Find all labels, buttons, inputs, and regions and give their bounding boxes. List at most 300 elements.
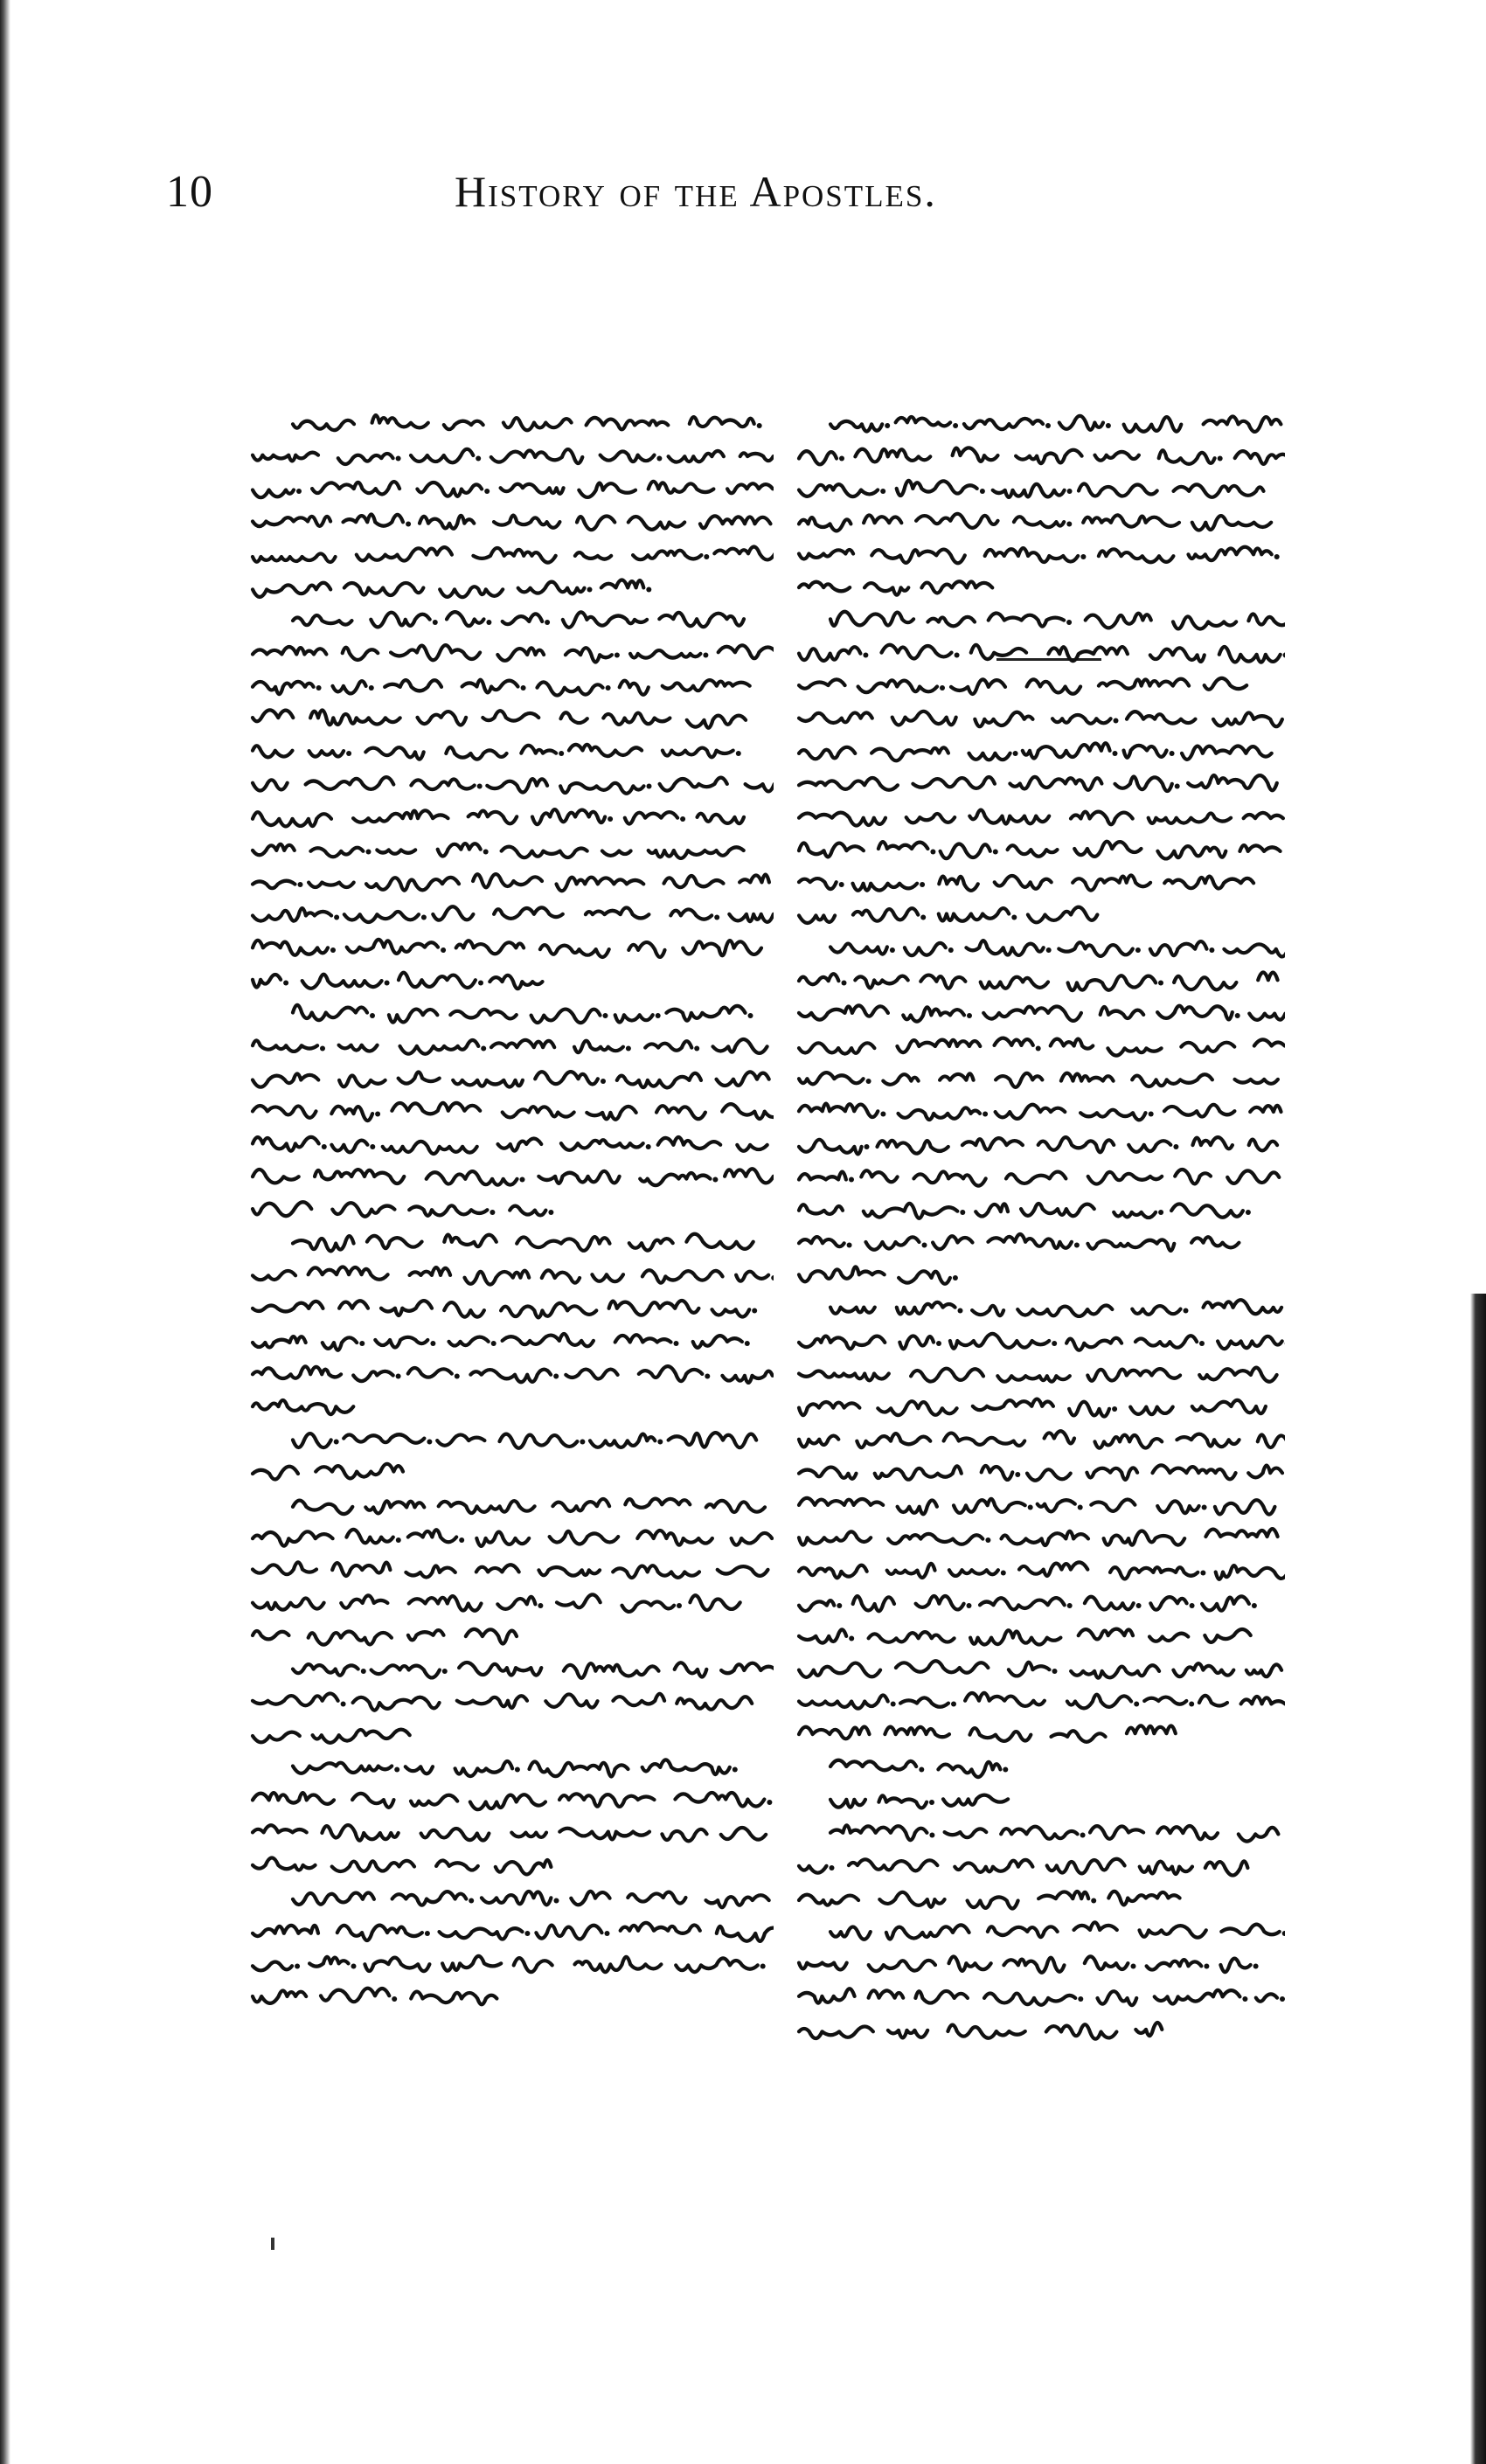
shorthand-word — [1227, 1170, 1279, 1183]
shorthand-word — [686, 1234, 753, 1249]
shorthand-word — [712, 1309, 750, 1316]
shorthand-word — [1128, 1141, 1170, 1152]
shorthand-word — [561, 712, 587, 723]
shorthand-dot — [1045, 423, 1051, 428]
stray-mark — [271, 2238, 274, 2250]
shorthand-word — [436, 1861, 478, 1871]
shorthand-dot — [1189, 1702, 1194, 1707]
shorthand-word — [966, 940, 1043, 955]
shorthand-dot — [1200, 1571, 1205, 1576]
shorthand-word — [601, 580, 644, 588]
shorthand-word — [940, 1073, 974, 1079]
shorthand-dot — [745, 1341, 750, 1346]
shorthand-word — [996, 1073, 1042, 1087]
shorthand-word — [869, 1632, 955, 1642]
shorthand-dot — [524, 1931, 530, 1936]
shorthand-word — [981, 977, 1048, 989]
shorthand-word — [972, 1306, 1003, 1315]
shorthand-word — [1009, 1662, 1050, 1676]
shorthand-word — [352, 1794, 393, 1808]
shorthand-word — [927, 617, 975, 626]
shorthand-word — [341, 1595, 387, 1607]
shorthand-word — [799, 1989, 855, 2002]
shorthand-word — [253, 1990, 306, 2002]
shorthand-word — [1019, 1562, 1087, 1576]
shorthand-word — [799, 550, 853, 559]
shorthand-word — [799, 1629, 846, 1642]
shorthand-dot — [980, 489, 985, 494]
shorthand-word — [980, 1598, 1065, 1609]
shorthand-word — [965, 1693, 1045, 1706]
shorthand-word — [622, 1601, 675, 1612]
left-column-shorthand-glyphs — [249, 402, 774, 2238]
shorthand-word — [969, 753, 1010, 760]
shorthand-word — [976, 1204, 1008, 1216]
shorthand-word — [915, 1991, 968, 2003]
shorthand-word — [1140, 1926, 1206, 1938]
shorthand-dot — [1003, 1767, 1008, 1773]
shorthand-word — [309, 883, 354, 887]
shorthand-word — [417, 482, 482, 496]
shorthand-word — [253, 1562, 316, 1574]
shorthand-dot — [394, 1767, 399, 1773]
shorthand-word — [1192, 1400, 1266, 1413]
shorthand-word — [586, 907, 649, 918]
shorthand-word — [1124, 417, 1182, 432]
shorthand-word — [1127, 711, 1196, 724]
shorthand-dot — [430, 1341, 435, 1346]
shorthand-word — [253, 908, 331, 921]
shorthand-word — [293, 1664, 358, 1676]
shorthand-word — [411, 1795, 457, 1806]
shorthand-word — [338, 454, 393, 464]
shorthand-word — [487, 779, 547, 792]
shorthand-word — [501, 484, 564, 494]
shorthand-word — [706, 1895, 769, 1907]
shorthand-word — [732, 1533, 772, 1545]
shorthand-word — [293, 1763, 392, 1773]
shorthand-dot — [608, 816, 613, 822]
shorthand-word — [446, 747, 506, 760]
shorthand-word — [899, 1271, 950, 1284]
shorthand-word — [1101, 1007, 1144, 1018]
shorthand-word — [669, 451, 724, 462]
shorthand-word — [310, 848, 363, 857]
shorthand-dot — [922, 1243, 927, 1248]
shorthand-word — [706, 1501, 765, 1512]
shorthand-word — [1216, 1565, 1285, 1579]
shorthand-word — [717, 1926, 774, 1941]
shorthand-dot — [334, 1440, 339, 1445]
shorthand-word — [871, 550, 965, 564]
shorthand-word — [949, 1956, 991, 1970]
shorthand-word — [1067, 1695, 1131, 1709]
shorthand-word — [968, 1897, 1018, 1908]
shorthand-word — [1239, 1828, 1279, 1842]
shorthand-word — [865, 583, 908, 595]
shorthand-word — [1192, 516, 1271, 530]
shorthand-word — [331, 1107, 372, 1121]
shorthand-word — [491, 449, 583, 463]
shorthand-word — [590, 1434, 655, 1447]
shorthand-word — [427, 1171, 517, 1185]
shorthand-word — [490, 975, 542, 989]
page-number: 10 — [166, 167, 213, 217]
shorthand-word — [437, 1434, 484, 1445]
shorthand-word — [670, 909, 712, 919]
shorthand-dot — [425, 1931, 430, 1936]
shorthand-dot — [478, 981, 483, 986]
shorthand-word — [602, 851, 631, 856]
shorthand-dot — [767, 1800, 772, 1805]
shorthand-dot — [406, 522, 411, 527]
shorthand-word — [642, 1270, 723, 1282]
shorthand-word — [1085, 1956, 1128, 1969]
shorthand-word — [253, 1467, 298, 1480]
shorthand-word — [1114, 1212, 1156, 1218]
shorthand-word — [253, 1170, 299, 1183]
shorthand-word — [897, 1302, 955, 1315]
shorthand-word — [293, 1005, 367, 1020]
shorthand-word — [1250, 1106, 1281, 1112]
shorthand-word — [663, 680, 750, 691]
shorthand-word — [502, 847, 587, 858]
shorthand-word — [1071, 1665, 1159, 1677]
shorthand-word — [365, 747, 423, 760]
shorthand-word — [1069, 1402, 1109, 1417]
shorthand-word — [518, 582, 585, 594]
shorthand-word — [1173, 616, 1236, 628]
shorthand-word — [456, 940, 524, 954]
shorthand-dot — [469, 1898, 474, 1904]
shorthand-word — [677, 1697, 752, 1709]
shorthand-dot — [1011, 915, 1017, 920]
shorthand-word — [1073, 875, 1150, 890]
shorthand-word — [1150, 941, 1207, 955]
shorthand-word — [333, 681, 366, 693]
shorthand-word — [322, 1825, 398, 1841]
shorthand-word — [799, 1695, 888, 1708]
shorthand-word — [253, 746, 293, 757]
shorthand-word — [693, 1336, 742, 1348]
shorthand-word — [717, 1072, 769, 1086]
shorthand-word — [1213, 712, 1282, 726]
shorthand-word — [1204, 416, 1281, 432]
shorthand-word — [253, 780, 288, 790]
scanned-left-edge — [0, 0, 10, 2464]
shorthand-word — [675, 1662, 707, 1676]
shorthand-dot — [520, 1177, 525, 1183]
shorthand-word — [347, 940, 438, 954]
shorthand-word — [559, 1829, 649, 1840]
shorthand-word — [864, 1204, 958, 1218]
shorthand-word — [855, 449, 930, 462]
shorthand-dot — [1253, 1964, 1259, 1969]
shorthand-word — [973, 1399, 1053, 1411]
shorthand-word — [557, 878, 644, 892]
shorthand-word — [389, 1010, 438, 1023]
shorthand-dot — [1184, 1308, 1189, 1314]
shorthand-dot — [1235, 1013, 1240, 1018]
shorthand-word — [906, 814, 955, 822]
shorthand-word — [1002, 1531, 1089, 1545]
shorthand-dot — [476, 456, 481, 462]
shorthand-word — [951, 679, 1005, 694]
shorthand-word — [625, 1499, 690, 1508]
shorthand-word — [799, 679, 845, 688]
shorthand-word — [1061, 1073, 1114, 1081]
shorthand-word — [617, 1073, 701, 1087]
shorthand-word — [1164, 1105, 1234, 1117]
shorthand-word — [849, 1859, 937, 1871]
shorthand-word — [853, 1596, 894, 1611]
shorthand-word — [885, 1727, 949, 1738]
shorthand-dot — [1246, 1210, 1251, 1215]
shorthand-word — [1220, 1959, 1250, 1973]
shorthand-word — [896, 1661, 989, 1673]
shorthand-dot — [483, 850, 489, 855]
shorthand-dot — [703, 653, 708, 658]
shorthand-dot — [283, 981, 288, 986]
shorthand-word — [609, 1301, 699, 1315]
shorthand-word — [1027, 1469, 1071, 1481]
shorthand-word — [1135, 2023, 1162, 2036]
shorthand-word — [727, 483, 773, 493]
shorthand-word — [633, 551, 701, 560]
shorthand-dot — [1175, 784, 1180, 789]
shorthand-word — [411, 1992, 496, 2005]
shorthand-word — [985, 548, 1079, 562]
shorthand-word — [1074, 842, 1141, 857]
shorthand-word — [830, 1825, 927, 1840]
shorthand-word — [620, 681, 649, 695]
shorthand-dot — [455, 1374, 460, 1379]
shorthand-dot — [554, 1898, 559, 1904]
shorthand-word — [799, 1531, 871, 1544]
shorthand-word — [332, 1563, 390, 1576]
shorthand-word — [888, 2030, 927, 2038]
shorthand-dot — [442, 1669, 448, 1674]
shorthand-dot — [1149, 1112, 1154, 1117]
shorthand-word — [381, 1301, 432, 1315]
shorthand-word — [566, 1370, 617, 1379]
shorthand-dot — [1158, 1210, 1163, 1215]
shorthand-word — [861, 1170, 897, 1182]
shorthand-word — [353, 1371, 392, 1381]
shorthand-dot — [1282, 1931, 1285, 1936]
shorthand-word — [309, 1957, 348, 1967]
shorthand-dot — [361, 1669, 366, 1674]
shorthand-word — [613, 1565, 699, 1578]
shorthand-dot — [491, 1341, 496, 1346]
shorthand-word — [253, 1926, 318, 1936]
shorthand-word — [592, 1274, 623, 1281]
shorthand-word — [455, 1761, 513, 1776]
shorthand-word — [536, 1926, 601, 1940]
shorthand-word — [465, 1271, 530, 1285]
shorthand-word — [312, 482, 399, 494]
shorthand-word — [439, 1501, 535, 1513]
shorthand-dot — [656, 456, 662, 462]
shorthand-word — [1248, 614, 1285, 625]
shorthand-dot — [392, 1996, 397, 2002]
shorthand-word — [494, 907, 563, 918]
shorthand-word — [293, 1236, 354, 1251]
shorthand-word — [476, 1532, 529, 1546]
shorthand-word — [799, 1866, 827, 1873]
shorthand-word — [982, 1466, 1013, 1480]
shorthand-word — [1175, 1170, 1211, 1183]
shorthand-word — [1150, 648, 1205, 662]
shorthand-word — [552, 1499, 609, 1511]
shorthand-word — [1157, 1006, 1233, 1020]
shorthand-word — [953, 448, 998, 462]
shorthand-word — [740, 453, 774, 461]
shorthand-word — [1090, 1826, 1143, 1839]
shorthand-word — [337, 1926, 422, 1940]
shorthand-word — [799, 1895, 858, 1905]
shorthand-word — [577, 517, 615, 531]
shorthand-word — [830, 1926, 871, 1939]
shorthand-dot — [940, 685, 945, 691]
shorthand-word — [253, 1693, 338, 1705]
shorthand-dot — [891, 1702, 896, 1707]
shorthand-word — [253, 1073, 318, 1086]
shorthand-word — [302, 975, 382, 989]
shorthand-word — [1086, 614, 1151, 628]
shorthand-word — [1147, 1960, 1202, 1970]
shorthand-word — [799, 747, 855, 760]
shorthand-word — [1199, 1696, 1227, 1706]
shorthand-word — [1248, 1466, 1282, 1478]
shorthand-dot — [951, 1702, 956, 1707]
shorthand-word — [721, 1663, 774, 1674]
shorthand-word — [561, 1140, 643, 1150]
shorthand-word — [293, 1501, 352, 1515]
shorthand-dot — [334, 915, 339, 920]
shorthand-dot — [656, 1013, 661, 1018]
shorthand-word — [1205, 1861, 1248, 1875]
shorthand-word — [571, 1891, 609, 1905]
shorthand-dot — [1202, 1505, 1207, 1510]
shorthand-dot — [441, 947, 446, 953]
shorthand-word — [944, 1433, 1025, 1446]
shorthand-word — [1115, 776, 1172, 791]
shorthand-dot — [929, 1800, 934, 1805]
shorthand-dot — [369, 685, 374, 691]
shorthand-dot — [396, 1537, 401, 1543]
shorthand-word — [253, 647, 326, 655]
shorthand-dot — [587, 587, 593, 593]
shorthand-dot — [1052, 1341, 1057, 1346]
shorthand-dot — [606, 685, 611, 691]
shorthand-word — [1149, 1634, 1188, 1642]
shorthand-word — [510, 1206, 545, 1216]
shorthand-word — [669, 1433, 757, 1447]
shorthand-word — [1095, 1435, 1163, 1448]
shorthand-word — [316, 1464, 403, 1479]
shorthand-word — [1023, 743, 1110, 758]
shorthand-word — [1008, 845, 1058, 857]
shorthand-dot — [548, 1210, 553, 1215]
shorthand-word — [457, 1696, 527, 1708]
shorthand-dot — [1209, 947, 1214, 953]
shorthand-dot — [1218, 456, 1223, 462]
shorthand-dot — [1190, 1603, 1195, 1608]
shorthand-word — [538, 682, 603, 695]
shorthand-dot — [677, 1603, 682, 1608]
shorthand-word — [955, 1860, 1032, 1872]
shorthand-word — [449, 1337, 489, 1346]
shorthand-word — [346, 1530, 392, 1543]
shorthand-word — [920, 975, 965, 989]
shorthand-word — [964, 419, 1043, 429]
shorthand-word — [1059, 416, 1103, 430]
shorthand-word — [718, 1566, 768, 1576]
shorthand-word — [625, 812, 677, 824]
shorthand-word — [408, 1368, 452, 1378]
shorthand-word — [444, 1302, 484, 1317]
shorthand-word — [1173, 1663, 1233, 1676]
shorthand-word — [621, 1923, 700, 1933]
shorthand-word — [799, 974, 838, 984]
shorthand-word — [469, 811, 517, 824]
shorthand-word — [658, 1137, 721, 1149]
shorthand-word — [444, 421, 483, 430]
shorthand-word — [639, 1366, 703, 1381]
shorthand-word — [1127, 1725, 1176, 1733]
shorthand-dot — [733, 1767, 738, 1773]
shorthand-word — [253, 1271, 295, 1280]
shorthand-word — [1087, 1468, 1137, 1480]
shorthand-dot — [960, 1210, 965, 1215]
shorthand-word — [948, 2025, 1024, 2038]
shorthand-word — [1191, 1237, 1239, 1247]
shorthand-word — [1181, 1043, 1234, 1052]
shorthand-word — [530, 1761, 628, 1776]
shorthand-word — [293, 420, 354, 430]
shorthand-word — [740, 875, 769, 883]
shorthand-dot — [1204, 1964, 1209, 1969]
shorthand-word — [869, 1961, 935, 1971]
shorthand-dot — [890, 947, 895, 953]
shorthand-word — [1066, 1338, 1121, 1350]
shorthand-word — [939, 877, 978, 891]
shorthand-word — [253, 1962, 292, 1971]
shorthand-word — [1199, 1368, 1276, 1382]
shorthand-word — [799, 1104, 878, 1117]
shorthand-word — [664, 876, 724, 887]
shorthand-word — [799, 1663, 880, 1677]
shorthand-word — [1068, 975, 1156, 990]
shorthand-dot — [646, 587, 651, 593]
shorthand-word — [799, 451, 837, 464]
shorthand-word — [253, 1106, 316, 1118]
shorthand-dot — [849, 1636, 854, 1642]
shorthand-word — [1038, 1891, 1088, 1898]
shorthand-word — [375, 1337, 427, 1348]
shorthand-word — [392, 1103, 480, 1114]
shorthand-word — [913, 777, 995, 788]
shorthand-word — [1235, 1079, 1278, 1084]
shorthand-word — [1140, 1862, 1192, 1874]
shorthand-word — [799, 1336, 885, 1350]
shorthand-word — [321, 1989, 389, 2002]
shorthand-dot — [674, 1341, 679, 1346]
shorthand-word — [1110, 1567, 1198, 1579]
shorthand-word — [372, 1665, 440, 1677]
shorthand-word — [714, 547, 774, 560]
